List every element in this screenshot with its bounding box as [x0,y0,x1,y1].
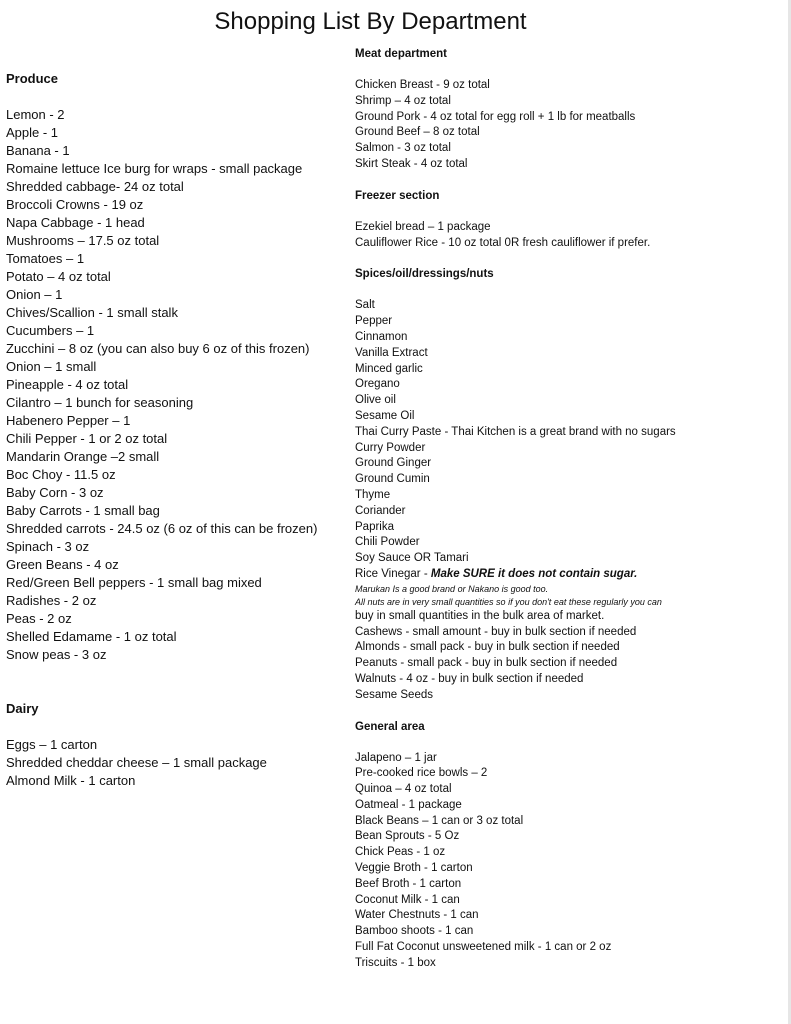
general-section [355,719,785,972]
list-item: Banana - 1 [6,143,70,158]
list-item: Cinnamon [355,330,408,343]
list-item: Oatmeal - 1 package [355,798,462,811]
list-item: Shredded carrots - 24.5 oz (6 oz of this can be frozen) [6,521,318,536]
list-item: Chives/Scallion - 1 small stalk [6,305,178,320]
list-item: Beef Broth - 1 carton [355,877,462,890]
list-item: Pineapple - 4 oz total [6,377,129,392]
list-item: Salt [355,299,375,312]
list-item: Radishes - 2 oz [6,593,97,608]
list-item: Sesame Oil [355,409,415,422]
list-item: Pre-cooked rice bowls – 2 [355,767,488,780]
list-item: Apple - 1 [6,125,59,140]
list-item: Romaine lettuce Ice burg for wraps - small package [6,161,303,176]
list-item: Skirt Steak - 4 oz total [355,157,468,170]
list-item: Green Beans - 4 oz [6,557,119,572]
list-item: Walnuts - 4 oz - buy in bulk section if needed [355,672,584,685]
list-item: Shredded cabbage- 24 oz total [6,179,184,194]
list-item: Vanilla Extract [355,346,428,359]
list-item: Onion – 1 small [6,359,97,374]
list-item: Red/Green Bell peppers - 1 small bag mixed [6,575,262,590]
list-item: Boc Choy - 11.5 oz [6,467,116,482]
list-item: Chick Peas - 1 oz [355,846,446,859]
list-item: Black Beans – 1 can or 3 oz total [355,814,524,827]
list-item: Olive oil [355,394,396,407]
list-item: Curry Powder [355,441,426,454]
right-column [355,46,785,987]
list-item: Ezekiel bread – 1 package [355,220,491,233]
list-item: Snow peas - 3 oz [6,647,107,662]
freezer-section [355,188,785,252]
list-item: Broccoli Crowns - 19 oz [6,197,144,212]
marukan-note: Marukan Is a good brand or Nakano is good too. [355,583,549,594]
list-item: Ground Beef – 8 oz total [355,126,480,139]
list-item: Jalapeno – 1 jar [355,751,437,764]
spices-extra [355,567,785,609]
list-item: Almond Milk - 1 carton [6,773,136,788]
list-item: Mushrooms – 17.5 oz total [6,233,160,248]
freezer-list [355,220,785,252]
list-item: Bean Sprouts - 5 Oz [355,830,460,843]
general-heading: General area [355,720,425,733]
list-item: Shelled Edamame - 1 oz total [6,629,177,644]
list-item: Chili Powder [355,536,420,549]
list-item: buy in small quantities in the bulk area of market. [355,609,605,622]
list-item: Peas - 2 oz [6,611,72,626]
general-list [355,751,785,972]
rice-vinegar-label: Rice Vinegar - [355,567,431,580]
rice-vinegar-item [355,567,785,583]
dairy-heading: Dairy [6,701,39,716]
list-item: Zucchini – 8 oz (you can also buy 6 oz of this frozen) [6,341,310,356]
list-item: Bamboo shoots - 1 can [355,925,474,938]
list-item: Potato – 4 oz total [6,269,111,284]
list-item: Veggie Broth - 1 carton [355,862,473,875]
spices-list-a [355,298,785,567]
list-item: Cashews - small amount - buy in bulk section if needed [355,625,637,638]
list-item: Peanuts - small pack - buy in bulk section if needed [355,657,618,670]
freezer-heading: Freezer section [355,189,440,202]
spices-list-b [355,609,785,704]
list-item: Salmon - 3 oz total [355,142,451,155]
meat-section [355,46,785,173]
produce-section [6,70,346,664]
left-column [6,70,346,790]
list-item: Triscuits - 1 box [355,956,436,969]
list-item: Minced garlic [355,362,423,375]
list-item: Ground Ginger [355,457,432,470]
nuts-note: All nuts are in very small quantities so if you don't eat these regularly you can [355,596,662,607]
list-item: Full Fat Coconut unsweetened milk - 1 can or 2 oz [355,941,612,954]
list-item: Sesame Seeds [355,688,433,701]
produce-list [6,106,346,664]
dairy-list [6,736,346,790]
list-item: Shredded cheddar cheese – 1 small package [6,755,267,770]
list-item: Almonds - small pack - buy in bulk section if needed [355,641,620,654]
list-item: Paprika [355,520,394,533]
spices-section [355,266,785,703]
list-item: Cucumbers – 1 [6,323,95,338]
list-item: Ground Cumin [355,473,430,486]
list-item: Napa Cabbage - 1 head [6,215,145,230]
list-item: Shrimp – 4 oz total [355,94,451,107]
list-item: Lemon - 2 [6,107,65,122]
meat-list [355,78,785,173]
rice-vinegar-warning: Make SURE it does not contain sugar. [430,567,638,580]
dairy-section [6,700,346,790]
list-item: Pepper [355,315,393,328]
list-item: Spinach - 3 oz [6,539,90,554]
list-item: Baby Corn - 3 oz [6,485,104,500]
list-item: Cauliflower Rice - 10 oz total 0R fresh cauliflower if prefer. [355,236,651,249]
list-item: Habenero Pepper – 1 [6,413,131,428]
list-item: Soy Sauce OR Tamari [355,552,469,565]
list-item: Coconut Milk - 1 can [355,893,460,906]
list-item: Thai Curry Paste - Thai Kitchen is a great brand with no sugars [355,425,676,438]
list-item: Onion – 1 [6,287,63,302]
list-item: Ground Pork - 4 oz total for egg roll + 1 lb for meatballs [355,110,636,123]
spices-heading: Spices/oil/dressings/nuts [355,268,494,281]
list-item: Coriander [355,504,406,517]
list-item: Baby Carrots - 1 small bag [6,503,160,518]
list-item: Thyme [355,488,391,501]
list-item: Tomatoes – 1 [6,251,85,266]
list-item: Chili Pepper - 1 or 2 oz total [6,431,168,446]
list-item: Quinoa – 4 oz total [355,783,452,796]
list-item: Mandarin Orange –2 small [6,449,160,464]
list-item: Eggs – 1 carton [6,737,98,752]
produce-heading: Produce [6,71,59,86]
list-item: Cilantro – 1 bunch for seasoning [6,395,194,410]
list-item: Water Chestnuts - 1 can [355,909,479,922]
meat-heading: Meat department [355,48,448,60]
list-item: Chicken Breast - 9 oz total [355,79,490,91]
page-title: Shopping List By Department [214,8,527,35]
list-item: Oregano [355,378,400,391]
